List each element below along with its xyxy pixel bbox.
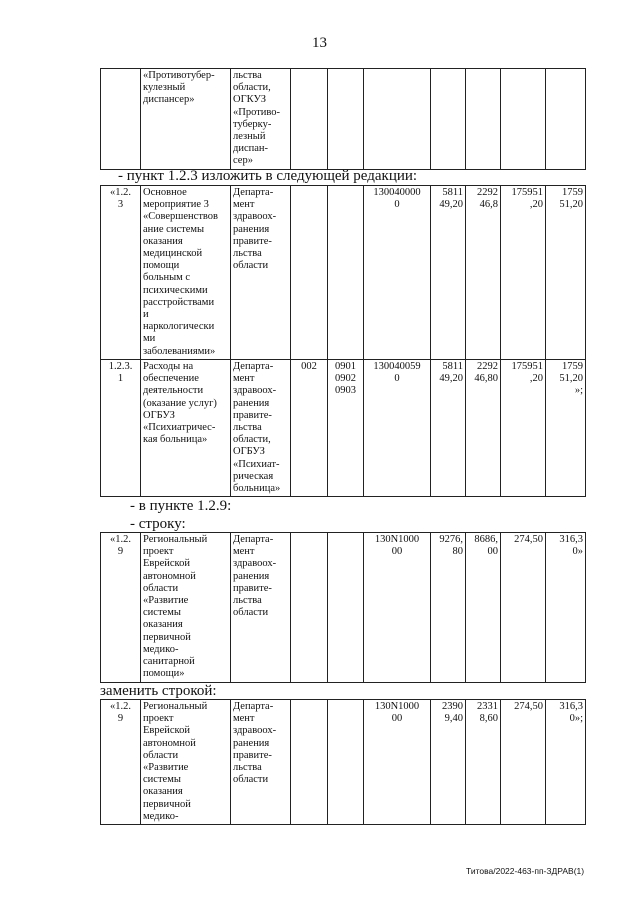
cell-grbs — [291, 533, 328, 683]
cell-rzpr — [328, 69, 364, 170]
cell-year2: 274,50 — [501, 700, 546, 825]
cell-grbs — [291, 69, 328, 170]
table-row — [101, 533, 586, 683]
cell-total: 9276, 80 — [431, 533, 466, 683]
cell-name: «Противотубер- кулезный диспансер» — [141, 69, 231, 170]
cell-csr — [364, 69, 431, 170]
table-row — [101, 360, 586, 497]
cell-rzpr: 0901 0902 0903 — [328, 360, 364, 497]
cell-year1 — [466, 69, 501, 170]
document-footer: Титова/2022-463-пп-ЗДРАВ(1) — [466, 866, 585, 876]
cell-total: 5811 49,20 — [431, 360, 466, 497]
cell-executor: Департа- мент здравоох- ранения правите- льства области, ОГБУЗ «Психиат- рическая больница» — [231, 360, 291, 497]
cell-executor: Департа- мент здравоох- ранения правите- льства области — [231, 533, 291, 683]
cell-name: Региональный проект Еврейской автономной области «Развитие системы оказания первичной медико- санитарной помощи» — [141, 533, 231, 683]
cell-year3: 1759 51,20 »; — [546, 360, 586, 497]
cell-grbs: 002 — [291, 360, 328, 497]
cell-rzpr — [328, 533, 364, 683]
cell-csr: 130040000 0 — [364, 186, 431, 360]
cell-year1: 8686, 00 — [466, 533, 501, 683]
page-number: 13 — [312, 35, 327, 51]
cell-year1: 2331 8,60 — [466, 700, 501, 825]
cell-num: 1.2.3. 1 — [101, 360, 141, 497]
cell-year3: 316,3 0» — [546, 533, 586, 683]
instruction-p123: - пункт 1.2.3 изложить в следующей редакции: — [118, 168, 418, 184]
instruction-stroku: - строку: — [130, 516, 186, 532]
cell-csr: 130N1000 00 — [364, 533, 431, 683]
table-item-1-2-3 — [100, 185, 586, 497]
cell-grbs — [291, 186, 328, 360]
cell-csr: 130N1000 00 — [364, 700, 431, 825]
cell-year2: 175951 ,20 — [501, 186, 546, 360]
cell-rzpr — [328, 186, 364, 360]
cell-year3: 1759 51,20 — [546, 186, 586, 360]
cell-csr: 130040059 0 — [364, 360, 431, 497]
cell-total: 2390 9,40 — [431, 700, 466, 825]
instruction-replace: заменить строкой: — [100, 683, 217, 699]
cell-rzpr — [328, 700, 364, 825]
cell-name: Региональный проект Еврейской автономной области «Развитие системы оказания первичной медико- — [141, 700, 231, 825]
cell-total — [431, 69, 466, 170]
instruction-p129: - в пункте 1.2.9: — [130, 498, 232, 514]
cell-year2 — [501, 69, 546, 170]
cell-name: Расходы на обеспечение деятельности (оказание услуг) ОГБУЗ «Психиатричес- кая больница» — [141, 360, 231, 497]
cell-year3 — [546, 69, 586, 170]
table-row — [101, 69, 586, 170]
table-item-1-2-9-old — [100, 532, 586, 683]
table-row — [101, 700, 586, 825]
table-item-1-2-9-new — [100, 699, 586, 825]
cell-year3: 316,3 0»; — [546, 700, 586, 825]
cell-year2: 175951 ,20 — [501, 360, 546, 497]
cell-grbs — [291, 700, 328, 825]
table-row — [101, 186, 586, 360]
cell-num — [101, 69, 141, 170]
cell-num: «1.2. 3 — [101, 186, 141, 360]
cell-year1: 2292 46,8 — [466, 186, 501, 360]
cell-num: «1.2. 9 — [101, 533, 141, 683]
cell-executor: Департа- мент здравоох- ранения правите- льства области — [231, 700, 291, 825]
cell-name: Основное мероприятие 3 «Совершенствов ание системы оказания медицинской помощи больным с психическими расстройствами и наркологически ми заболеваниями» — [141, 186, 231, 360]
cell-executor: льства области, ОГКУЗ «Противо- туберку- лезный диспан- сер» — [231, 69, 291, 170]
cell-executor: Департа- мент здравоох- ранения правите- льства области — [231, 186, 291, 360]
cell-total: 5811 49,20 — [431, 186, 466, 360]
cell-num: «1.2. 9 — [101, 700, 141, 825]
cell-year1: 2292 46,80 — [466, 360, 501, 497]
table-continuation — [100, 68, 586, 170]
cell-year2: 274,50 — [501, 533, 546, 683]
